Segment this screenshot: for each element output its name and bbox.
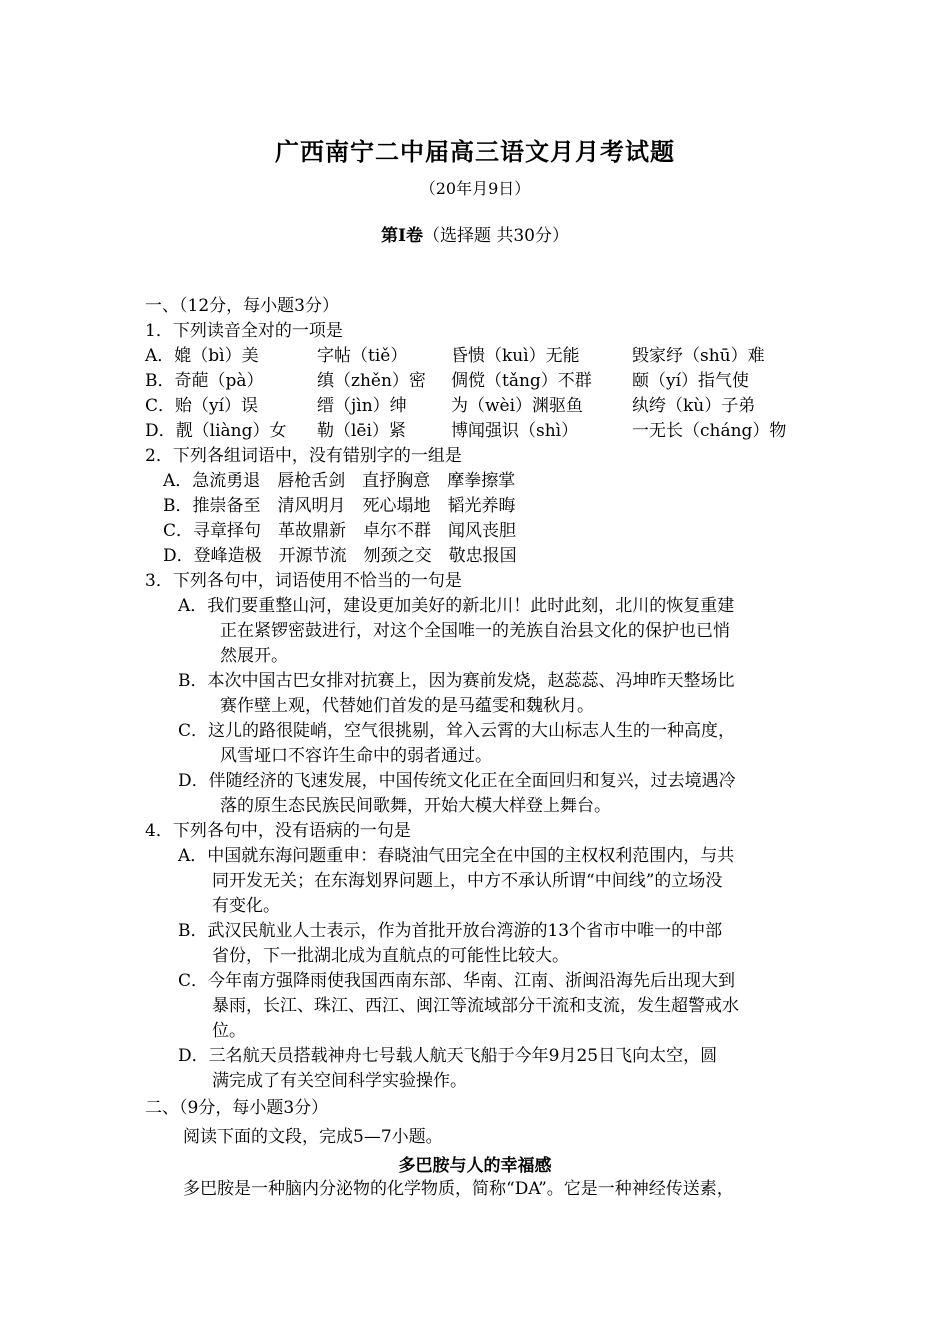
q1-a-3: 昏愦（kuì）无能 — [451, 346, 580, 366]
section2-header: 二、（9分，每小题3分） — [145, 1098, 329, 1118]
q4-line: 省份，下一批湖北成为直航点的可能性比较大。 — [212, 946, 569, 966]
q2-stem: 2．下列各组词语中，没有错别字的一组是 — [145, 446, 462, 466]
section1-header: 一、（12分，每小题3分） — [145, 296, 339, 316]
q1-c-1: C．贻（yí）误 — [145, 396, 259, 416]
q1-b-3: 倜傥（tǎng）不群 — [451, 371, 592, 391]
q3-line: D．伴随经济的飞速发展，中国传统文化正在全面回归和复兴，过去境遇冷 — [178, 771, 736, 791]
q1-b-1: B．奇葩（pà） — [145, 371, 264, 391]
exam-date: （20年月9日） — [419, 179, 531, 198]
q2-option-a: A．急流勇退 唇枪舌剑 直抒胸意 摩拳擦掌 — [163, 471, 516, 491]
q4-line: D．三名航天员搭载神舟七号载人航天飞船于今年9月25日飞向太空，圆 — [178, 1046, 718, 1066]
q1-d-1: D．靓（liàng）女 — [145, 421, 287, 441]
q1-a-4: 毁家纾（shū）难 — [632, 346, 765, 366]
volume-heading — [0, 221, 950, 246]
q4-line: A．中国就东海问题重申：春晓油气田完全在中国的主权权利范围内，与共 — [178, 846, 735, 866]
q4-line: 位。 — [212, 1021, 246, 1041]
q3-line: 风雪垭口不容许生命中的弱者通过。 — [220, 746, 492, 766]
q3-line: A．我们要重整山河，建设更加美好的新北川！此时此刻，北川的恢复重建 — [178, 596, 735, 616]
q1-a-2: 字帖（tiě） — [317, 346, 408, 366]
volume-label: 第Ⅰ卷 — [381, 226, 423, 246]
q4-line: C．今年南方强降雨使我国西南东部、华南、江南、浙闽沿海先后出现大到 — [178, 971, 736, 991]
q3-line: C．这儿的路很陡峭，空气很挑剔，耸入云霄的大山标志人生的一种高度， — [178, 721, 736, 741]
article-title: 多巴胺与人的幸福感 — [398, 1156, 552, 1176]
q1-stem: 1．下列读音全对的一项是 — [145, 321, 343, 341]
q3-line: 落的原生态民族民间歌舞，开始大模大样登上舞台。 — [220, 796, 611, 816]
exam-title: 广西南宁二中届高三语文月月考试题 — [275, 137, 675, 166]
q4-line: 有变化。 — [212, 896, 280, 916]
q3-stem: 3．下列各句中，词语使用不恰当的一句是 — [145, 571, 462, 591]
q2-option-c: C．寻章择句 革故鼎新 卓尔不群 闻风丧胆 — [163, 521, 517, 541]
q4-line: B．武汉民航业人士表示，作为首批开放台湾游的13个省市中唯一的中部 — [178, 921, 723, 941]
article-paragraph: 多巴胺是一种脑内分泌物的化学物质，简称“DA”。它是一种神经传送素， — [183, 1179, 734, 1199]
q1-c-2: 缙（jìn）绅 — [317, 396, 407, 416]
q2-option-b: B．推崇备至 清风明月 死心塌地 韬光养晦 — [163, 496, 516, 516]
q1-c-4: 纨绔（kù）子弟 — [632, 396, 756, 416]
q1-a-1: A．媲（bì）美 — [145, 346, 259, 366]
section2-intro: 阅读下面的文段，完成5—7小题。 — [183, 1127, 443, 1147]
volume-desc: （选择题 共30分） — [422, 226, 569, 246]
q4-stem: 4．下列各句中，没有语病的一句是 — [145, 821, 411, 841]
q1-b-4: 颐（yí）指气使 — [632, 371, 750, 391]
q1-d-2: 勒（lēi）紧 — [317, 421, 406, 441]
q3-line: 赛作壁上观，代替她们首发的是马蕴雯和魏秋月。 — [220, 696, 594, 716]
q1-c-3: 为（wèi）渊驱鱼 — [451, 396, 584, 416]
q4-line: 满完成了有关空间科学实验操作。 — [212, 1071, 467, 1091]
q3-line: 然展开。 — [220, 646, 288, 666]
q1-b-2: 缜（zhěn）密 — [317, 371, 426, 391]
q2-option-d: D．登峰造极 开源节流 刎颈之交 敬忠报国 — [163, 546, 517, 566]
q1-d-3: 博闻强识（shì） — [451, 421, 579, 441]
q4-line: 同开发无关；在东海划界问题上，中方不承认所谓“中间线”的立场没 — [212, 871, 723, 891]
q3-line: B．本次中国古巴女排对抗赛上，因为赛前发烧，赵蕊蕊、冯坤昨天整场比 — [178, 671, 735, 691]
q4-line: 暴雨，长江、珠江、西江、闽江等流域部分干流和支流，发生超警戒水 — [212, 996, 739, 1016]
q1-d-4: 一无长（cháng）物 — [632, 421, 787, 441]
q3-line: 正在紧锣密鼓进行，对这个全国唯一的羌族自治县文化的保护也已悄 — [220, 621, 730, 641]
